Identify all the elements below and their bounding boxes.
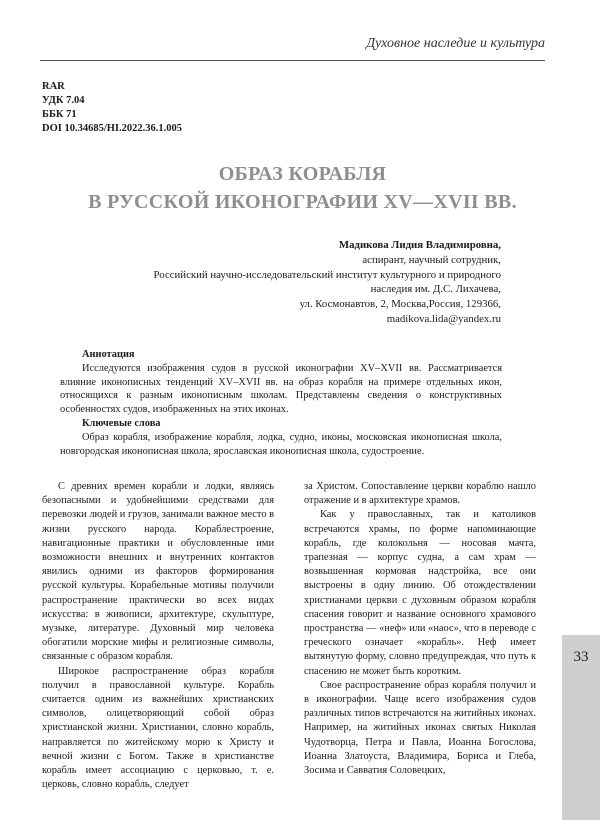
author-block [100, 238, 501, 327]
keywords-heading: Ключевые слова [82, 417, 161, 429]
bbk-code: ББК 71 [42, 109, 77, 120]
udk-code: УДК 7.04 [42, 95, 85, 106]
body-column-right [304, 480, 536, 778]
header-divider [40, 60, 545, 61]
title-line-2: В РУССКОЙ ИКОНОГРАФИИ XV—XVII ВВ. [88, 191, 517, 213]
paragraph: Как у православных, так и католиков встречаются храмы, по форме напоминающие корабль, где колокольня — носовая мачта, трапезная — корпус судна, а сам храм — возвышенная кормовая надстройка, все они выстроены в одну линию. Об отождествлении христианами церкви с духовным образом корабля спасения говорит и название основного храмового пространства — «неф» или «наос», что в переводе с греческого означает «корабль». Неф имеет вытянутую форму, словно предупреждая, что путь к спасению не может быть коротким. [304, 509, 536, 677]
paragraph-continued: за Христом. Сопоставление церкви кораблю нашло отражение и в архитектуре храмов. [304, 481, 536, 507]
article-title [40, 160, 565, 216]
author-institute-line-2: наследия им. Д.С. Лихачева, [370, 283, 501, 296]
body-column-left [42, 480, 274, 792]
abstract-block [60, 348, 502, 458]
doi-code: DOI 10.34685/HI.2022.36.1.005 [42, 123, 183, 134]
rar-label: RAR [42, 81, 65, 92]
author-institute-line-1: Российский научно-исследовательский институт культурного и природного [153, 268, 501, 281]
journal-header: Духовное наследие и культура [366, 36, 545, 51]
article-metadata [42, 80, 182, 136]
paragraph: Широкое распространение образ корабля получил в православной культуре. Корабль считается одним из важнейших христианских символов, олицетворяющий собой образ христианской жизни. Христиании, словно корабль, направляется по житейскому морю к Христу и вечной жизни с Богом. Также в христианстве корабль имеет ассоциацию с церковью, т. е. церковь, словно корабль, следует [42, 665, 274, 791]
abstract-text: Исследуются изображения судов в русской иконографии XV–XVII вв. Рассматривается влияние иконописных тенденций XV–XVII вв. на образ корабля на примере отдельных икон, относящихся к разным иконописным школам. Представлены сведения о конструктивных особенностях судов, изображенных на этих иконах. [60, 362, 502, 416]
title-line-1: ОБРАЗ КОРАБЛЯ [218, 163, 387, 185]
author-name: Мадикова Лидия Владимировна, [338, 239, 501, 251]
paragraph: С древних времен корабли и лодки, являясь безопасными и удобнейшими средствами для перевозки людей и грузов, занимали важное место в жизни русского народа. Кораблестроение, навигационные практики и обусловленные ими возможности внешних и внутренних контактов явились одними из факторов формирования русской культуры. Корабельные мотивы получили распространение практически во всех видах искусства: в живописи, архитектуре, скульптуре, музыке, литературе. Духовный мир человека обогатили морские мифы и религиозные символы, связанные с образом корабля. [42, 481, 275, 663]
author-position: аспирант, научный сотрудник, [362, 253, 501, 266]
paragraph: Свое распространение образ корабля получил и в иконографии. Чаще всего изображения судов различных типов встречаются на житийных иконах. Например, на житийных иконах святых Николая Чудотворца, Петра и Павла, Иоанна Богослова, Иоанна Златоуста, Владимира, Бориса и Глеба, Зосима и Савватия Соловецких, [304, 679, 536, 777]
author-email: madikova.lida@yandex.ru [386, 312, 501, 325]
page-number-tab [562, 635, 600, 820]
page-number: 33 [573, 649, 589, 665]
abstract-heading: Аннотация [82, 349, 135, 360]
author-address: ул. Космонавтов, 2, Москва,Россия, 129366, [299, 298, 501, 311]
keywords-text: Образ корабля, изображение корабля, лодка, судно, иконы, московская иконописная школа, новгородская иконописная школа, ярославская иконописная школа, судостроение. [60, 431, 502, 457]
